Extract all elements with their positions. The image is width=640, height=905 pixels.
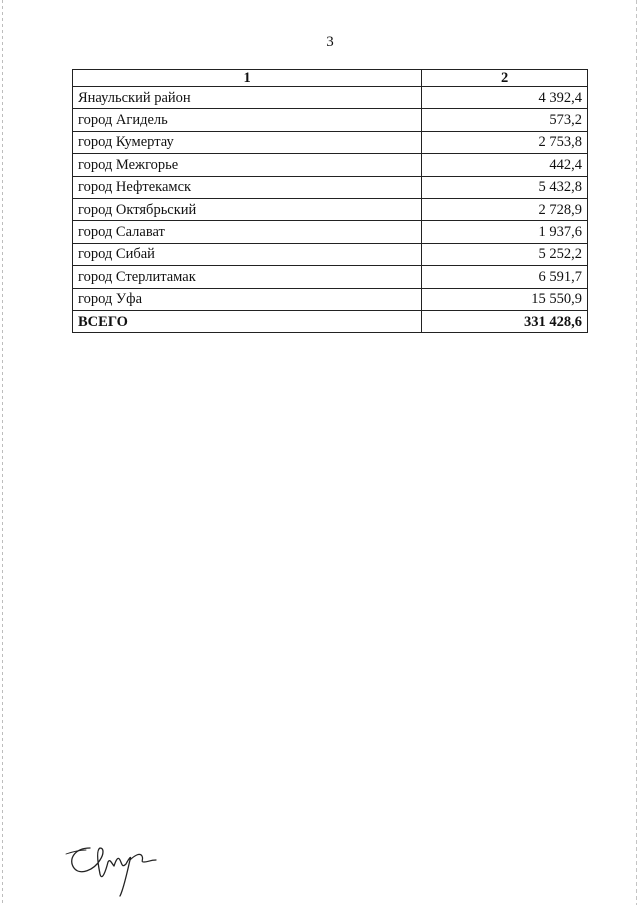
row-name: город Октябрьский <box>73 198 422 220</box>
row-name: город Салават <box>73 221 422 243</box>
table-row <box>73 198 588 220</box>
row-name: город Агидель <box>73 109 422 131</box>
row-value: 5 432,8 <box>422 176 588 198</box>
column-header-2: 2 <box>422 70 588 87</box>
row-value: 6 591,7 <box>422 266 588 288</box>
row-value: 2 728,9 <box>422 198 588 220</box>
row-value: 4 392,4 <box>422 87 588 109</box>
row-value: 2 753,8 <box>422 131 588 153</box>
table-row <box>73 243 588 265</box>
row-name: город Уфа <box>73 288 422 310</box>
total-row <box>73 310 588 332</box>
row-value: 442,4 <box>422 154 588 176</box>
row-name: город Межгорье <box>73 154 422 176</box>
page-edge-left <box>2 0 3 905</box>
row-name: Янаульский район <box>73 87 422 109</box>
table-row <box>73 131 588 153</box>
row-name: город Нефтекамск <box>73 176 422 198</box>
total-label: ВСЕГО <box>73 310 422 332</box>
page-number: 3 <box>326 34 334 50</box>
column-header-1: 1 <box>73 70 422 87</box>
row-value: 1 937,6 <box>422 221 588 243</box>
table-row <box>73 176 588 198</box>
row-name: город Сибай <box>73 243 422 265</box>
budget-table <box>72 69 588 333</box>
row-value: 15 550,9 <box>422 288 588 310</box>
table-row <box>73 266 588 288</box>
page-edge-right <box>636 0 637 905</box>
table-row <box>73 109 588 131</box>
table-row <box>73 154 588 176</box>
total-value: 331 428,6 <box>422 310 588 332</box>
table-row <box>73 87 588 109</box>
row-name: город Кумертау <box>73 131 422 153</box>
row-name: город Стерлитамак <box>73 266 422 288</box>
row-value: 573,2 <box>422 109 588 131</box>
row-value: 5 252,2 <box>422 243 588 265</box>
handwritten-signature <box>60 830 170 900</box>
table-row <box>73 221 588 243</box>
table-row <box>73 288 588 310</box>
table-header-row <box>73 70 588 87</box>
